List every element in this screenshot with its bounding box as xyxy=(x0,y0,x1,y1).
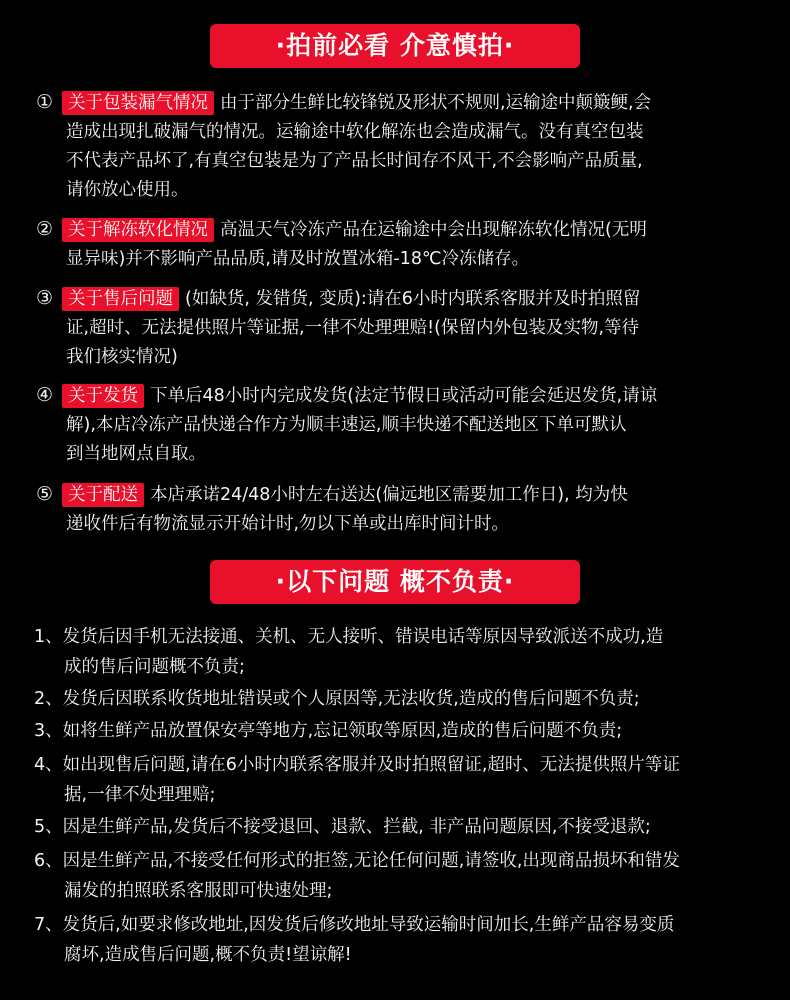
notice-text: 显异味)并不影响产品品质,请及时放置冰箱-18℃冷冻储存。 xyxy=(66,249,530,269)
rule-text: 5、因是生鲜产品,发货后不接受退回、退款、拦截, 非产品问题原因,不接受退款; xyxy=(34,817,651,837)
notice-text: 本店承诺24/48小时左右送达(偏远地区需要加工作日), 均为快 xyxy=(150,485,628,505)
rule-item xyxy=(34,684,764,714)
rule-text: 7、发货后,如要求修改地址,因发货后修改地址导致运输时间加长,生鲜产品容易变质 xyxy=(34,915,675,935)
notice-text: 递收件后有物流显示开始计时,勿以下单或出库时间计时。 xyxy=(66,514,510,534)
notice-delivery xyxy=(36,480,746,539)
rule-item xyxy=(34,812,764,842)
notice-number: ③ xyxy=(36,287,54,309)
notice-tag: 关于发货 xyxy=(62,384,144,408)
notice-number: ④ xyxy=(36,384,54,406)
rule-text: 3、如将生鲜产品放置保安亭等地方,忘记领取等原因,造成的售后问题不负责; xyxy=(34,721,623,741)
rule-text: 2、发货后因联系收货地址错误或个人原因等,无法收货,造成的售后问题不负责; xyxy=(34,689,640,709)
notice-text: 请你放心使用。 xyxy=(66,180,189,200)
notice-tag: 关于包装漏气情况 xyxy=(62,91,214,115)
notice-text: 由于部分生鲜比较锋锐及形状不规则,运输途中颠簸鲠,会 xyxy=(220,93,652,113)
rule-item xyxy=(34,716,764,746)
notice-text: (如缺货, 发错货, 变质):请在6小时内联系客服并及时拍照留 xyxy=(185,289,641,309)
notice-tag: 关于解冻软化情况 xyxy=(62,218,214,242)
rule-item xyxy=(34,846,764,906)
notice-number: ① xyxy=(36,91,54,113)
notice-thawing xyxy=(36,215,746,274)
notice-text: 高温天气冷冻产品在运输途中会出现解冻软化情况(无明 xyxy=(220,220,647,240)
rule-text: 成的售后问题概不负责; xyxy=(64,657,245,677)
notice-text: 到当地网点自取。 xyxy=(66,444,206,464)
rule-text: 6、因是生鲜产品,不接受任何形式的拒签,无论任何问题,请签收,出现商品损坏和错发 xyxy=(34,851,680,871)
rule-text: 据,一律不处理理赔; xyxy=(64,785,216,805)
rule-text: 1、发货后因手机无法接通、关机、无人接听、错误电话等原因导致派送不成功,造 xyxy=(34,627,664,647)
notice-after-sales xyxy=(36,284,746,372)
rule-text: 漏发的拍照联系客服即可快速处理; xyxy=(64,881,333,901)
notice-number: ② xyxy=(36,218,54,240)
notice-tag: 关于售后问题 xyxy=(62,287,179,311)
top-banner: ·拍前必看 介意慎拍· xyxy=(210,24,580,68)
notice-text: 解),本店冷冻产品快递合作方为顺丰速运,顺丰快递不配送地区下单可默认 xyxy=(66,415,627,435)
rule-item xyxy=(34,910,764,970)
notice-text: 下单后48小时内完成发货(法定节假日或活动可能会延迟发货,请谅 xyxy=(150,386,658,406)
notice-tag: 关于配送 xyxy=(62,483,144,507)
notice-text: 造成出现扎破漏气的情况。运输途中软化解冻也会造成漏气。没有真空包装 xyxy=(66,122,644,142)
notice-text: 不代表产品坏了,有真空包装是为了产品长时间存不风干,不会影响产品质量, xyxy=(66,151,643,171)
notice-shipping xyxy=(36,381,746,469)
rule-item xyxy=(34,750,764,810)
rule-item xyxy=(34,622,764,682)
notice-text: 证,超时、无法提供照片等证据,一律不处理理赔!(保留内外包装及实物,等待 xyxy=(66,318,640,338)
bottom-banner: ·以下问题 概不负责· xyxy=(210,560,580,604)
notice-number: ⑤ xyxy=(36,483,54,505)
rule-text: 4、如出现售后问题,请在6小时内联系客服并及时拍照留证,超时、无法提供照片等证 xyxy=(34,755,680,775)
notice-text: 我们核实情况) xyxy=(66,347,178,367)
rule-text: 腐坏,造成售后问题,概不负责!望谅解! xyxy=(64,945,352,965)
notice-packaging xyxy=(36,88,746,205)
